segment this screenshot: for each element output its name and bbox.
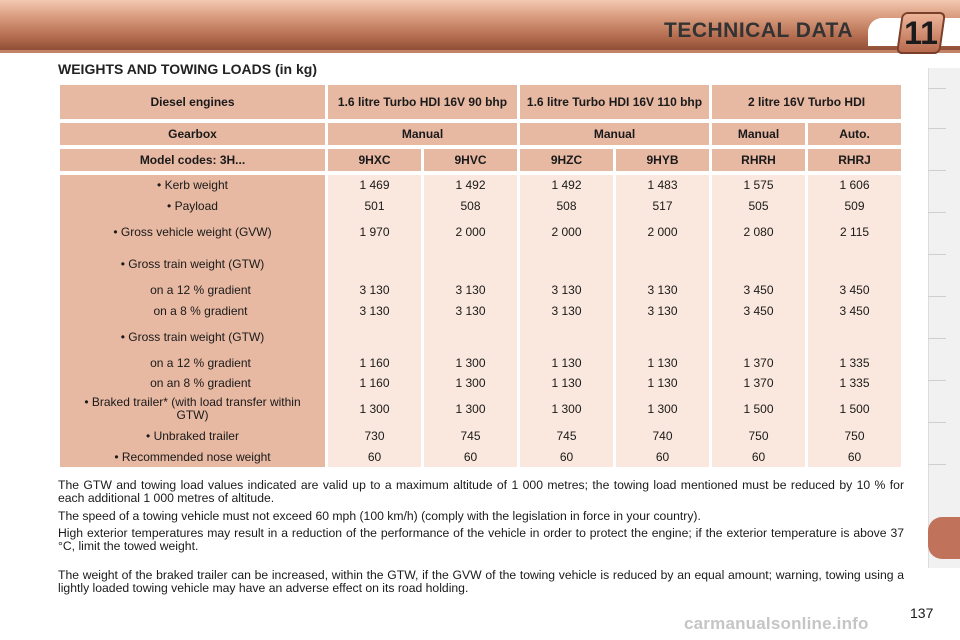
table-cell: 60 (712, 446, 805, 467)
note-paragraph: The GTW and towing load values indicated are valid up to a maximum altitude of 1 000 metres; the towing load mentioned must be reduced by 10 % for each additional 1 000 metres of altitude. (58, 478, 904, 505)
rail-divider (928, 212, 946, 213)
table-cell: 60 (616, 446, 709, 467)
table-cell: 1 335 (808, 373, 901, 393)
row-label (60, 248, 325, 279)
table-cell: 508 (424, 195, 517, 216)
row-label (60, 175, 325, 195)
row-label-text: • Gross vehicle weight (GVW) (113, 225, 272, 239)
watermark: carmanualsonline.info (684, 614, 869, 633)
table-row (60, 175, 901, 195)
table-cell: 1 130 (616, 352, 709, 373)
table-cell: 1 492 (520, 175, 613, 195)
row-label-text: • Unbraked trailer (146, 428, 239, 443)
chapter-rail (928, 68, 960, 568)
table-cell: 1 492 (424, 175, 517, 195)
row-label-text: • Recommended nose weight (114, 449, 271, 464)
table-cell: 2 000 (616, 216, 709, 248)
table-cell: 3 450 (808, 279, 901, 300)
table-cell: 1 370 (712, 352, 805, 373)
row-label (60, 446, 325, 467)
table-cell (328, 321, 421, 352)
row-label (60, 279, 325, 300)
table-cell: 2 000 (424, 216, 517, 248)
table-cell (808, 248, 901, 279)
row-label (60, 393, 325, 425)
model-code: 9HYB (616, 149, 709, 171)
table-cell: 1 160 (328, 352, 421, 373)
chapter-number: 11 (904, 15, 938, 51)
table-row (60, 195, 901, 216)
row-label (60, 195, 325, 216)
row-label (60, 373, 325, 393)
row-label (60, 300, 325, 321)
table-cell (424, 248, 517, 279)
table-cell: 2 080 (712, 216, 805, 248)
table-cell (712, 248, 805, 279)
table-cell: 1 335 (808, 352, 901, 373)
row-label-text: on a 12 % gradient (150, 355, 251, 370)
table-cell (808, 321, 901, 352)
rail-divider (928, 128, 946, 129)
page-heading: WEIGHTS AND TOWING LOADS (in kg) (58, 61, 317, 77)
table-cell: 1 500 (808, 393, 901, 425)
rail-divider (928, 170, 946, 171)
table-cell: 1 160 (328, 373, 421, 393)
table-row (60, 352, 901, 373)
table-cell: 3 450 (808, 300, 901, 321)
table-cell (616, 248, 709, 279)
table-cell: 2 115 (808, 216, 901, 248)
table-cell: 3 450 (712, 279, 805, 300)
table-cell: 505 (712, 195, 805, 216)
row-label (60, 216, 325, 248)
table-row (60, 321, 901, 352)
engines-label: Diesel engines (60, 85, 325, 119)
table-cell: 1 300 (328, 393, 421, 425)
table-cell: 501 (328, 195, 421, 216)
table-cell: 1 300 (520, 393, 613, 425)
row-label (60, 425, 325, 446)
table-cell: 1 500 (712, 393, 805, 425)
gearbox-cell: Manual (520, 123, 709, 145)
rail-divider (928, 338, 946, 339)
table-cell: 60 (328, 446, 421, 467)
table-row (60, 425, 901, 446)
gearbox-label: Gearbox (60, 123, 325, 145)
engine-header: 1.6 litre Turbo HDI 16V 90 bhp (328, 85, 517, 119)
table-row (60, 300, 901, 321)
table-cell: 60 (520, 446, 613, 467)
rail-divider (928, 380, 946, 381)
table-cell (616, 321, 709, 352)
table-cell: 3 130 (520, 300, 613, 321)
rail-divider (928, 296, 946, 297)
gearbox-cell: Manual (712, 123, 805, 145)
engines-row (60, 85, 901, 119)
model-codes-row (60, 149, 901, 171)
row-label (60, 321, 325, 352)
table-cell: 3 130 (328, 300, 421, 321)
table-row (60, 216, 901, 248)
row-label (60, 352, 325, 373)
model-code: 9HXC (328, 149, 421, 171)
table-cell: 745 (424, 425, 517, 446)
section-title: TECHNICAL DATA (664, 19, 853, 42)
table-cell: 3 450 (712, 300, 805, 321)
table-cell: 3 130 (424, 279, 517, 300)
model-code: RHRH (712, 149, 805, 171)
table-cell: 1 483 (616, 175, 709, 195)
note-paragraph: The speed of a towing vehicle must not exceed 60 mph (100 km/h) (comply with the legislation in force in your country). (58, 509, 701, 523)
model-codes-label: Model codes: 3H... (60, 149, 325, 171)
row-label-text: on a 8 % gradient (153, 303, 248, 318)
table-cell: 517 (616, 195, 709, 216)
model-code: RHRJ (808, 149, 901, 171)
row-label-text: • Kerb weight (157, 178, 228, 192)
table-cell (520, 321, 613, 352)
row-label-text: on a 12 % gradient (150, 282, 251, 297)
gearbox-cell: Auto. (808, 123, 901, 145)
page-number: 137 (910, 605, 934, 621)
table-cell: 3 130 (424, 300, 517, 321)
rail-divider (928, 464, 946, 465)
rail-divider (928, 88, 946, 89)
row-label-text: • Gross train weight (GTW) (120, 329, 265, 344)
table-cell (712, 321, 805, 352)
table-cell: 750 (712, 425, 805, 446)
table-row (60, 279, 901, 300)
table-cell: 508 (520, 195, 613, 216)
table-cell: 1 606 (808, 175, 901, 195)
table-cell: 1 370 (712, 373, 805, 393)
table-cell: 3 130 (616, 300, 709, 321)
row-label-text: • Braked trailer* (with load transfer within GTW) (84, 395, 301, 422)
weights-table (57, 85, 904, 467)
table-cell: 745 (520, 425, 613, 446)
note-paragraph: High exterior temperatures may result in a reduction of the performance of the vehicle in order to protect the engine; if the exterior temperature is above 37 °C, limit the towed weight. (58, 526, 904, 553)
chapter-rail-active-tab[interactable] (928, 517, 960, 559)
table-cell: 509 (808, 195, 901, 216)
table-cell: 1 469 (328, 175, 421, 195)
model-code: 9HZC (520, 149, 613, 171)
table-cell: 1 130 (520, 373, 613, 393)
table-cell: 750 (808, 425, 901, 446)
table-cell (328, 248, 421, 279)
table-cell: 1 130 (616, 373, 709, 393)
table-cell: 3 130 (616, 279, 709, 300)
row-label-text: • Payload (167, 198, 218, 213)
engine-header: 1.6 litre Turbo HDI 16V 110 bhp (520, 85, 709, 119)
gearbox-cell: Manual (328, 123, 517, 145)
table-cell: 1 575 (712, 175, 805, 195)
table-row (60, 446, 901, 467)
table-cell (520, 248, 613, 279)
table-cell: 1 300 (424, 393, 517, 425)
table-cell: 1 130 (520, 352, 613, 373)
table-cell: 730 (328, 425, 421, 446)
table-cell: 1 970 (328, 216, 421, 248)
gearbox-row (60, 123, 901, 145)
note-paragraph: The weight of the braked trailer can be increased, within the GTW, if the GVW of the towing vehicle is reduced by an equal amount; warning, towing using a lightly loaded towing vehicle may have an adverse effect on its road holding. (58, 568, 904, 595)
engine-header: 2 litre 16V Turbo HDI (712, 85, 901, 119)
header-rule (0, 50, 960, 53)
rail-divider (928, 254, 946, 255)
row-label-text: • Gross train weight (GTW) (120, 256, 265, 271)
table-cell: 1 300 (616, 393, 709, 425)
table-row (60, 393, 901, 425)
table-row (60, 248, 901, 279)
table-cell (424, 321, 517, 352)
table-cell: 3 130 (520, 279, 613, 300)
table-cell: 3 130 (328, 279, 421, 300)
table-cell: 1 300 (424, 373, 517, 393)
table-cell: 1 300 (424, 352, 517, 373)
model-code: 9HVC (424, 149, 517, 171)
table-cell: 2 000 (520, 216, 613, 248)
table-cell: 740 (616, 425, 709, 446)
table-row (60, 373, 901, 393)
table-cell: 60 (424, 446, 517, 467)
table-cell: 60 (808, 446, 901, 467)
rail-divider (928, 422, 946, 423)
row-label-text: on an 8 % gradient (150, 376, 251, 390)
